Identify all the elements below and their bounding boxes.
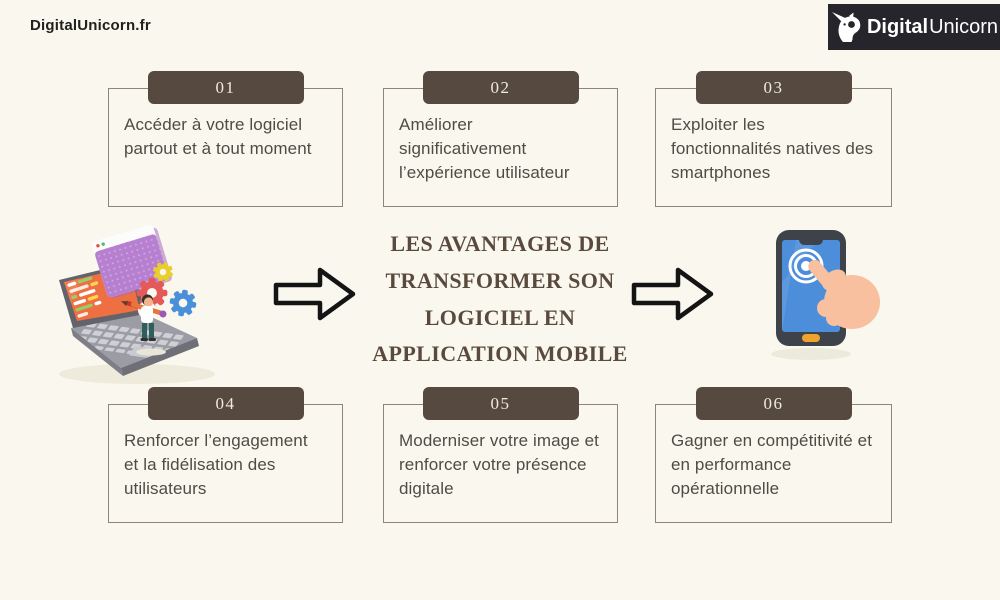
benefit-card-1	[108, 77, 343, 207]
card-text: Renforcer l’engagement et la fidélisation des utilisateurs	[124, 431, 308, 499]
card-number-badge: 05	[423, 387, 579, 420]
website-url: DigitalUnicorn.fr	[30, 17, 151, 34]
card-number-badge: 01	[148, 71, 304, 104]
brand-logo	[828, 4, 1000, 50]
benefit-card-2	[383, 77, 618, 207]
benefit-card-3	[655, 77, 892, 207]
card-text: Moderniser votre image et renforcer votre présence digitale	[399, 431, 599, 499]
gear-icon	[168, 288, 199, 319]
title-line-2: TRANSFORMER SON	[385, 267, 615, 293]
card-number-badge: 04	[148, 387, 304, 420]
unicorn-icon	[830, 9, 866, 45]
right-arrow-icon	[628, 263, 716, 325]
card-text: Gagner en compétitivité et en performance opérationnelle	[671, 431, 873, 499]
title-line-3: LOGICIEL EN	[424, 304, 576, 330]
card-text: Améliorer significativement l’expérience utilisateur	[399, 115, 570, 183]
card-text: Accéder à votre logiciel partout et à tout moment	[124, 115, 312, 159]
laptop-code-illustration	[45, 218, 220, 393]
smartphone-touch-illustration	[766, 222, 891, 362]
benefit-card-5	[383, 393, 618, 523]
card-number-badge: 03	[696, 71, 852, 104]
benefit-card-4	[108, 393, 343, 523]
card-number-badge: 06	[696, 387, 852, 420]
logo-text-bold: Digital	[866, 15, 929, 38]
logo-text-regular: Unicorn	[929, 15, 999, 38]
right-arrow-icon	[270, 263, 358, 325]
card-number-badge: 02	[423, 71, 579, 104]
card-text: Exploiter les fonctionnalités natives des smartphones	[671, 115, 874, 183]
benefit-card-6	[655, 393, 892, 523]
title-line-1: LES AVANTAGES DE	[390, 231, 610, 256]
main-title	[340, 226, 660, 373]
title-line-4: APPLICATION MOBILE	[372, 341, 628, 367]
